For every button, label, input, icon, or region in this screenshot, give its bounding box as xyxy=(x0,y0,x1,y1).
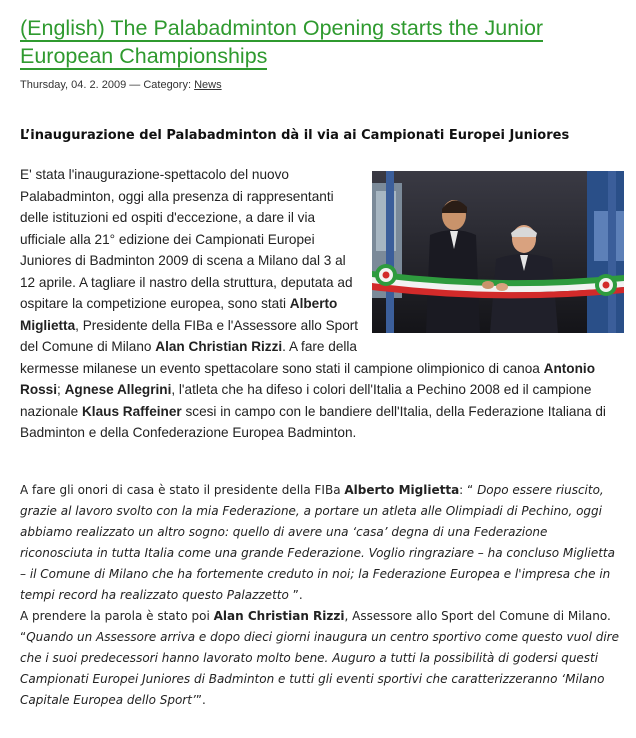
p2-text-2: : “ xyxy=(459,483,478,497)
p2-quote: Dopo essere riuscito, grazie al lavoro svolto con la mia Federazione, a portare un atleta alle Olimpiadi di Pechino, oggi abbiamo realizzato un altro sogno: quello di avere una ‘casa’ degna di una Federazione riconosciuta in tutta Italia come una grande Federazione. Voglio ringraziare – ha concluso Miglietta – il Comune di Milano che ha fortemente creduto in noi; la Federazione Europea e l'impresa che in tempi record ha realizzato questo Palazzetto xyxy=(20,483,615,602)
name-alan-christian-rizzi: Alan Christian Rizzi xyxy=(155,339,283,354)
ribbon-cutting-photo xyxy=(372,171,624,333)
name-alan-christian-rizzi-2: Alan Christian Rizzi xyxy=(213,609,345,623)
p1-text-5: , l'atleta che ha difeso i colori dell'Italia a Pechino 2008 ed il campione nazionale xyxy=(20,382,592,419)
article-meta: Thursday, 04. 2. 2009 — Category: News xyxy=(20,79,222,91)
p3-text-2: , Assessore allo Sport del Comune di Milano. “ xyxy=(20,609,611,644)
p1-text-1: E' stata l'inaugurazione-spettacolo del nuovo Palabadminton, oggi alla presenza di rappresentanti delle istituzioni ed ospiti d'eccezione, a dare il via ufficiale alla 21° edizione dei Campionati Europei Juniores di Badminton 2009 di scena a Milano dal 3 al 12 aprile. A tagliare il nastro della struttura, deputata ad ospitare la competizione europea, sono stati xyxy=(20,167,353,311)
p3-text-3: ”. xyxy=(195,693,206,707)
p2-text-1: A fare gli onori di casa è stato il presidente della FIBa xyxy=(20,483,345,497)
p3-quote: Quando un Assessore arriva e dopo dieci giorni inaugura un centro sportivo come questo vuol dire che i suoi predecessori hanno lavorato molto bene. Auguro a tutti la possibilità di godersi questi Campionati Europei Juniores di Badminton e tutti gli eventi sportivi che caratterizzeranno ‘Milano Capitale Europea dello Sport’ xyxy=(20,630,619,707)
name-alberto-miglietta-2: Alberto Miglietta xyxy=(344,483,460,497)
article-title-link[interactable]: (English) The Palabadminton Opening starts the Junior European Championships xyxy=(20,16,544,68)
name-alberto-miglietta: Alberto Miglietta xyxy=(20,296,338,333)
paragraph-2 xyxy=(20,480,624,711)
category-link[interactable]: News xyxy=(194,79,222,91)
p1-text-4: ; xyxy=(57,382,65,397)
p3-text-1: A prendere la parola è stato poi xyxy=(20,609,214,623)
name-agnese-allegrini: Agnese Allegrini xyxy=(64,382,172,397)
p1-text-6: scesi in campo con le bandiere dell'Italia, della Federazione Italiana di Badminton e della Confederazione Europea Badminton. xyxy=(20,403,606,440)
quote-miglietta xyxy=(20,480,624,606)
photo-image xyxy=(372,171,624,333)
p1-text-2: , Presidente della FIBa e l'Assessore allo Sport del Comune di Milano xyxy=(20,317,359,354)
article-subheading: L’inaugurazione del Palabadminton dà il via ai Campionati Europei Juniores xyxy=(20,128,570,143)
paragraph-1 xyxy=(20,164,624,444)
name-klaus-raffeiner: Klaus Raffeiner xyxy=(81,403,182,419)
name-antonio-rossi: Antonio Rossi xyxy=(20,360,595,397)
quote-rizzi xyxy=(20,606,624,711)
p2-text-3: ”. xyxy=(288,588,303,602)
category-label: Category: xyxy=(143,79,192,91)
article-date: Thursday, 04. 2. 2009 xyxy=(20,79,127,91)
p1-text-3: . A fare della kermesse milanese un evento spettacolare sono stati il campione olimpionico di canoa xyxy=(20,339,544,376)
article-title[interactable] xyxy=(20,14,620,70)
